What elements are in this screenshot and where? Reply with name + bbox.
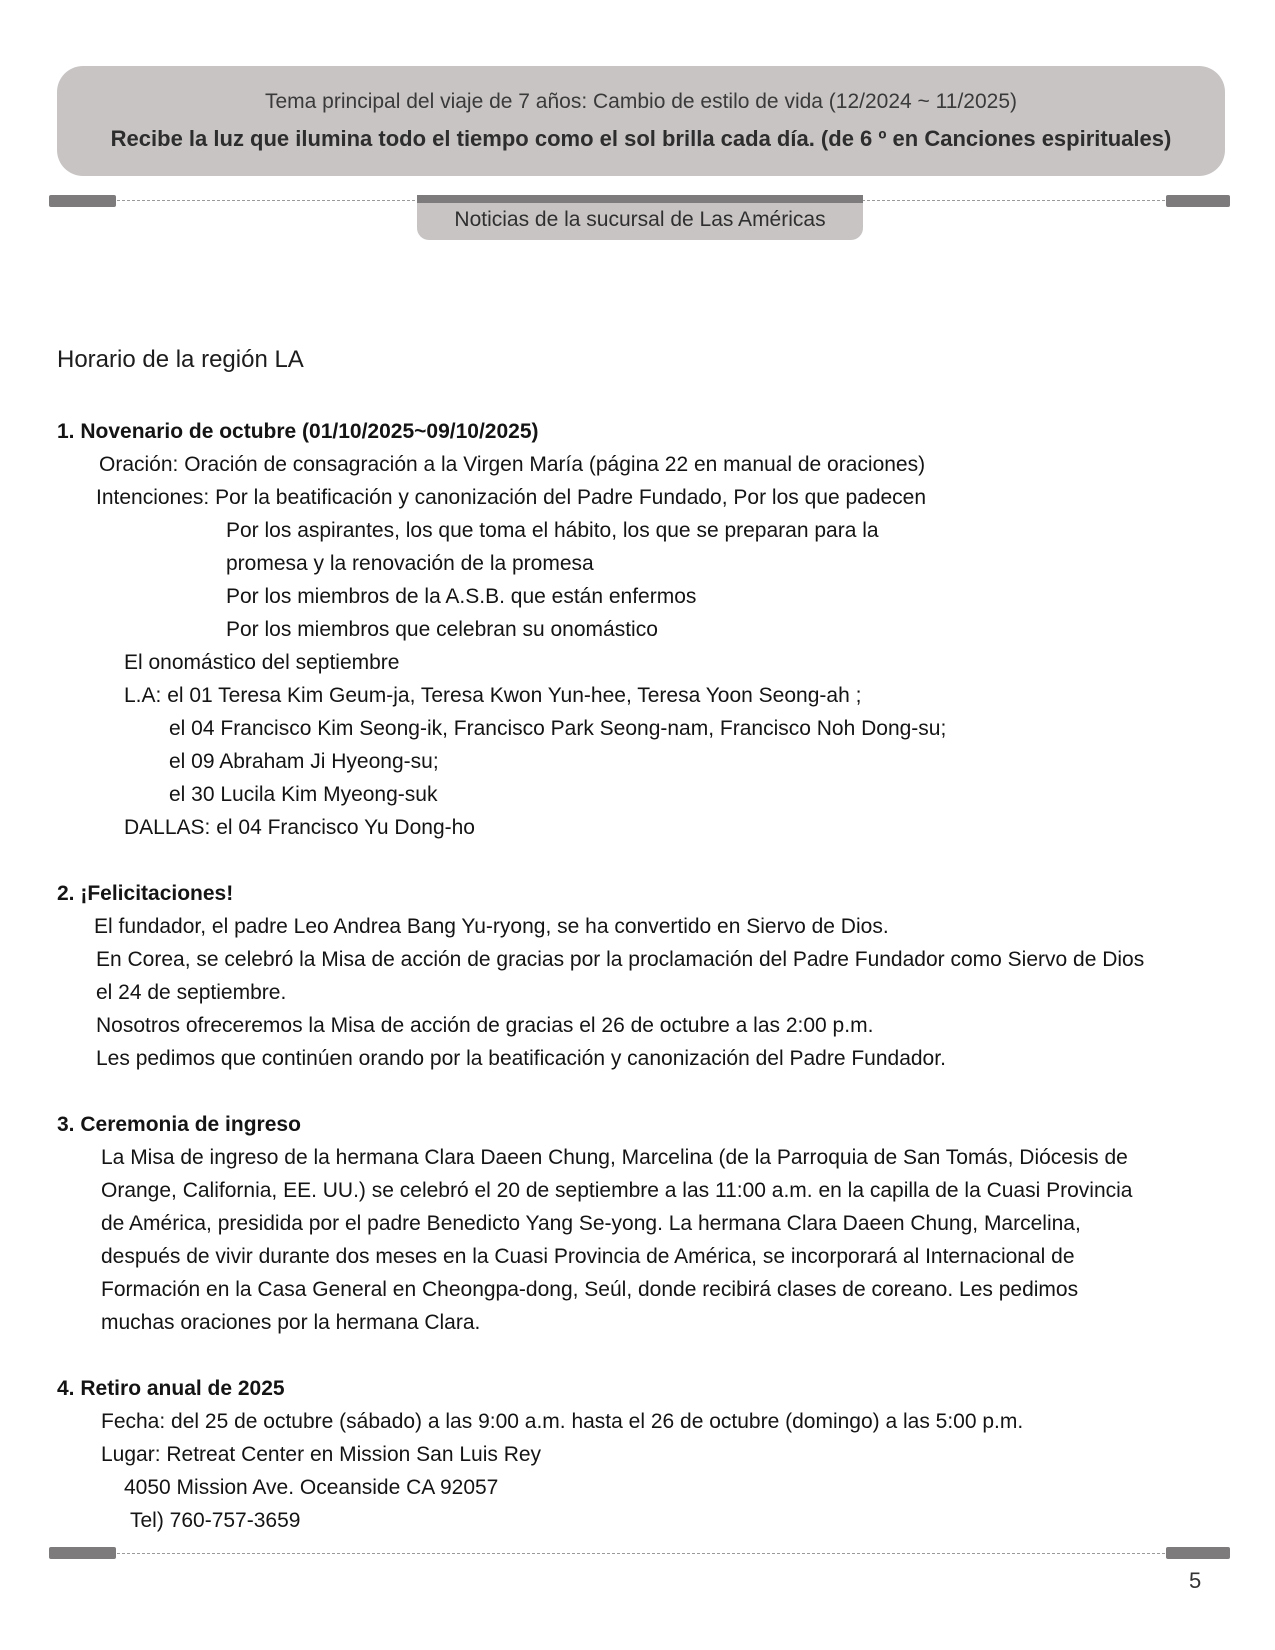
s1-onomastico-title: El onomástico del septiembre: [124, 651, 400, 674]
section-tab-bar: [417, 195, 863, 203]
s1-la-line-2: el 04 Francisco Kim Seong-ik, Francisco Park Seong-nam, Francisco Noh Dong-su;: [169, 717, 947, 740]
s1-la-line-4: el 30 Lucila Kim Myeong-suk: [169, 783, 438, 806]
s3-line-1: La Misa de ingreso de la hermana Clara Daeen Chung, Marcelina (de la Parroquia de San Tomás, Diócesis de: [101, 1146, 1128, 1169]
s2-p2b: el 24 de septiembre.: [96, 981, 287, 1004]
s3-line-4: después de vivir durante dos meses en la Cuasi Provincia de América, se incorporará al Internacional de: [101, 1245, 1075, 1268]
s1-intenciones-5: Por los miembros que celebran su onomástico: [226, 618, 658, 641]
section-4-heading: 4. Retiro anual de 2025: [57, 1377, 285, 1400]
section-2-heading: 2. ¡Felicitaciones!: [57, 882, 234, 905]
s1-intenciones-2: Por los aspirantes, los que toma el hábito, los que se preparan para la: [226, 519, 879, 542]
s1-la-line-3: el 09 Abraham Ji Hyeong-su;: [169, 750, 439, 773]
s1-intenciones-3: promesa y la renovación de la promesa: [226, 552, 594, 575]
section-tab: [417, 195, 863, 240]
s4-tel: Tel) 760-757-3659: [130, 1509, 301, 1532]
region-title: Horario de la región LA: [57, 346, 304, 373]
s4-lugar: Lugar: Retreat Center en Mission San Luis Rey: [101, 1443, 542, 1466]
bottom-divider-left-cap: [49, 1547, 116, 1559]
section-1-heading: 1. Novenario de octubre (01/10/2025~09/10/2025): [57, 420, 539, 443]
s1-intenciones-1: Intenciones: Por la beatificación y canonización del Padre Fundado, Por los que padecen: [96, 486, 927, 509]
section-3-heading: 3. Ceremonia de ingreso: [57, 1113, 301, 1136]
s3-line-3: de América, presidida por el padre Benedicto Yang Se-yong. La hermana Clara Daeen Chung, Marcelina,: [101, 1212, 1081, 1235]
s3-line-2: Orange, California, EE. UU.) se celebró el 20 de septiembre a las 11:00 a.m. en la capilla de la Cuasi Provincia: [101, 1179, 1133, 1202]
s1-la-line-1: L.A: el 01 Teresa Kim Geum-ja, Teresa Kwon Yun-hee, Teresa Yoon Seong-ah ;: [124, 684, 862, 707]
s2-p4: Les pedimos que continúen orando por la beatificación y canonización del Padre Fundador.: [96, 1047, 946, 1070]
s4-address: 4050 Mission Ave. Oceanside CA 92057: [124, 1476, 499, 1499]
banner-theme-line: Tema principal del viaje de 7 años: Cambio de estilo de vida (12/2024 ~ 11/2025): [264, 90, 1017, 113]
theme-banner: [57, 66, 1225, 176]
s2-p1: El fundador, el padre Leo Andrea Bang Yu-ryong, se ha convertido en Siervo de Dios.: [94, 915, 889, 938]
bottom-divider: [52, 1553, 1230, 1554]
s3-line-5: Formación en la Casa General en Cheongpa-dong, Seúl, donde recibirá clases de coreano. Les pedimos: [101, 1278, 1079, 1301]
s1-intenciones-4: Por los miembros de la A.S.B. que están enfermos: [226, 585, 697, 608]
s1-oracion: Oración: Oración de consagración a la Virgen María (página 22 en manual de oraciones): [99, 453, 926, 476]
top-divider-right-cap: [1166, 195, 1230, 207]
s2-p3: Nosotros ofreceremos la Misa de acción de gracias el 26 de octubre a las 2:00 p.m.: [96, 1014, 874, 1037]
s1-dallas: DALLAS: el 04 Francisco Yu Dong-ho: [124, 816, 475, 839]
top-divider-left-cap: [49, 195, 116, 207]
s3-line-6: muchas oraciones por la hermana Clara.: [101, 1311, 481, 1334]
bottom-divider-right-cap: [1166, 1547, 1230, 1559]
page-number: 5: [1189, 1568, 1202, 1593]
banner-motto-line: Recibe la luz que ilumina todo el tiempo como el sol brilla cada día. (de 6 º en Canciones espirituales): [110, 126, 1172, 151]
s4-fecha: Fecha: del 25 de octubre (sábado) a las 9:00 a.m. hasta el 26 de octubre (domingo) a las 5:00 p.m.: [101, 1410, 1024, 1433]
s2-p2a: En Corea, se celebró la Misa de acción de gracias por la proclamación del Padre Fundador como Siervo de Dios: [96, 948, 1145, 971]
section-tab-label: Noticias de la sucursal de Las Américas: [454, 208, 826, 231]
